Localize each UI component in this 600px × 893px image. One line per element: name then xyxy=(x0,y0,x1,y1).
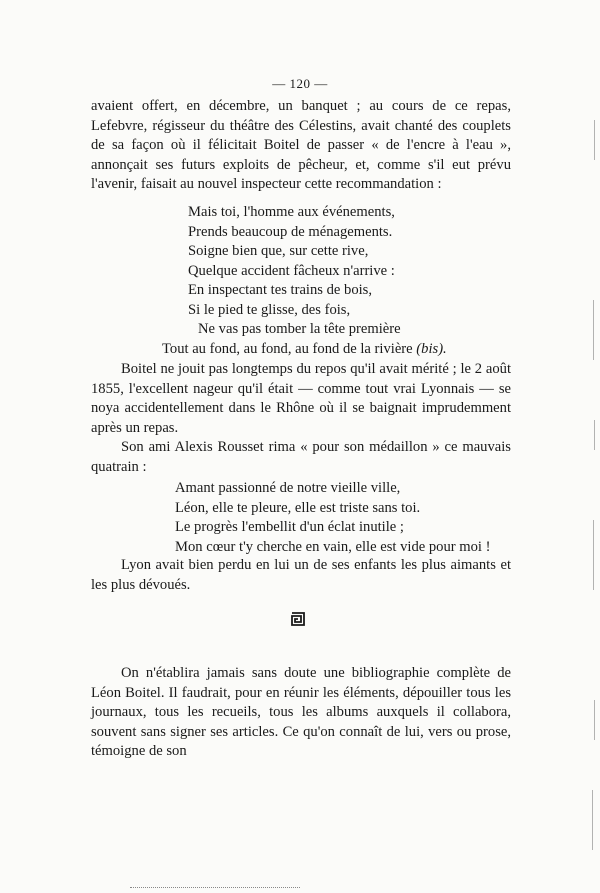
square-spiral-ornament-icon xyxy=(291,612,305,626)
verse-1-line: Quelque accident fâcheux n'arrive : xyxy=(188,262,395,279)
verse-1-line: Ne vas pas tomber la tête première xyxy=(198,321,401,337)
paragraph-2-text: Boitel ne jouit pas longtemps du repos qu'il avait mérité ; le 2 août 1855, l'excellent nageur qu'il était — comme tout vrai Lyonnais — se noya accidentellement dans le Rhône où il se baignait imprudemment après un repas. xyxy=(91,361,511,436)
verse-1-line: Mais toi, l'homme aux événements, xyxy=(188,204,395,220)
scan-bottom-rule xyxy=(130,887,300,888)
verse-2-line: Mon cœur t'y cherche en vain, elle est vide pour moi ! xyxy=(175,538,491,555)
paragraph-5-text: On n'établira jamais sans doute une bibliographie complète de Léon Boitel. Il faudrait, pour en réunir les éléments, dépouiller tous les journaux, tous les recueils, tous les albums auxquels il collabora, souvent sans signer ses articles. Ce qu'on connaît de lui, vers ou prose, témoigne de son xyxy=(91,665,511,760)
verse-2 xyxy=(175,479,490,557)
verse-1-line: Si le pied te glisse, des fois, xyxy=(188,301,351,318)
verse-1 xyxy=(162,203,447,359)
page-number: — 120 — xyxy=(272,76,328,91)
bis-marker: (bis). xyxy=(416,340,447,357)
paragraph-4-text: Lyon avait bien perdu en lui un de ses enfants les plus aimants et les plus dévoués. xyxy=(91,557,511,593)
verse-2-line: Le progrès l'embellit d'un éclat inutile ; xyxy=(175,519,404,535)
paragraph-4 xyxy=(91,556,511,595)
paragraph-5 xyxy=(91,664,511,762)
verse-1-line: Prends beaucoup de ménagements. xyxy=(188,223,393,240)
verse-2-line: Amant passionné de notre vieille ville, xyxy=(175,480,401,496)
verse-1-last-text: Tout au fond, au fond, au fond de la rivière xyxy=(162,340,413,357)
paragraph-1-text: avaient offert, en décembre, un banquet ; au cours de ce repas, Lefebvre, régisseur du théâtre des Célestins, avait chanté des couplets de sa façon où il félicitait Boitel de passer « de l'encre à l'eau », annonçait ses futurs exploits de pêcheur, et, comme s'il eut prévu l'avenir, faisait au nouvel inspecteur cette recommandation : xyxy=(91,98,511,193)
paragraph-3 xyxy=(91,438,511,477)
paragraph-3-text: Son ami Alexis Rousset rima « pour son médaillon » ce mauvais quatrain : xyxy=(91,439,511,475)
verse-1-line: Soigne bien que, sur cette rive, xyxy=(188,243,369,259)
verse-1-line: En inspectant tes trains de bois, xyxy=(188,282,373,298)
verse-2-line: Léon, elle te pleure, elle est triste sans toi. xyxy=(175,499,421,516)
paragraph-2 xyxy=(91,360,511,438)
paragraph-1 xyxy=(91,97,511,195)
verse-1-last-line xyxy=(162,340,447,360)
